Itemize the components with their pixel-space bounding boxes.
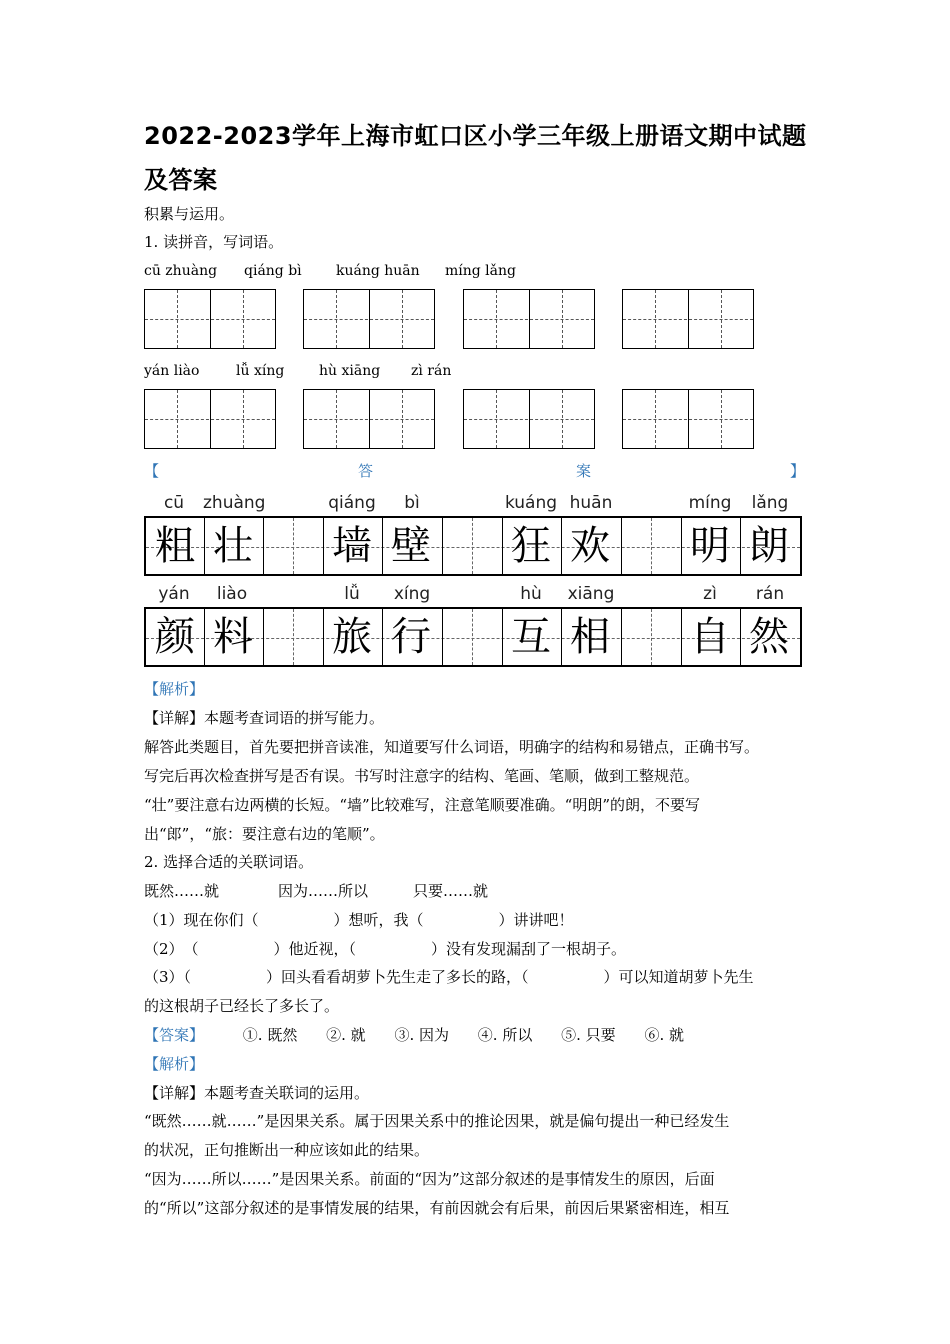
section-heading: 积累与运用。 <box>144 205 235 223</box>
pinyin-label: kuáng huān <box>336 263 420 279</box>
answer-item: ②. 就 <box>326 1026 366 1044</box>
answer-pinyin: lǎng <box>751 493 789 513</box>
answer-pinyin: qiáng <box>328 493 376 513</box>
pinyin-label: cū zhuàng <box>144 263 218 279</box>
writing-box[interactable] <box>303 389 435 449</box>
answer-grid-row-1 <box>144 516 802 576</box>
paragraph: “壮”要注意右边两横的长短。“墙”比较难写，注意笔顺要准确。“明朗”的朗，不要写 <box>144 796 701 814</box>
pinyin-label: míng lǎng <box>445 263 516 279</box>
question-2-prompt: 2. 选择合适的关联词语。 <box>144 853 314 871</box>
pinyin-label: qiáng bì <box>244 263 302 279</box>
answer-pinyin: yán <box>158 584 190 604</box>
option: 因为……所以 <box>278 882 369 900</box>
answer-pinyin: bì <box>404 493 420 513</box>
analysis-tag: 【解析】 <box>144 680 205 698</box>
paragraph: 解答此类题目，首先要把拼音读准，知道要写什么词语，明确字的结构和易错点，正确书写。 <box>144 738 760 756</box>
answer-row <box>144 1021 708 1050</box>
option: 既然……就 <box>144 882 220 900</box>
pinyin-label: yán liào <box>144 363 200 379</box>
answer-char: 墙 <box>332 523 372 569</box>
answer-pinyin: huān <box>569 493 613 513</box>
answer-item: ④. 所以 <box>477 1026 533 1044</box>
answer-pinyin: lǚ <box>344 584 360 604</box>
answer-char: 粗 <box>155 523 195 569</box>
question-1-prompt: 1. 读拼音，写词语。 <box>144 233 284 251</box>
answer-label-1: 答 <box>358 462 374 480</box>
answer-char: 壮 <box>213 523 253 569</box>
writing-box[interactable] <box>622 289 754 349</box>
document-title-line2: 及答案 <box>144 166 218 194</box>
paragraph: “既然……就……”是因果关系。属于因果关系中的推论因果，就是偏句提出一种已经发生 <box>144 1112 730 1130</box>
answer-item: ⑤. 只要 <box>561 1026 616 1044</box>
answer-char: 然 <box>749 614 789 660</box>
detail-line <box>144 704 384 733</box>
answer-label-2: 案 <box>576 462 592 480</box>
paragraph: “因为……所以……”是因果关系。前面的“因为”这部分叙述的是事情发生的原因，后面 <box>144 1170 715 1188</box>
answer-pinyin: cū <box>163 493 185 513</box>
answer-bracket-open: 【 <box>144 462 160 480</box>
answer-pinyin: rán <box>755 584 785 604</box>
answer-item: ③. 因为 <box>394 1026 449 1044</box>
answer-pinyin: xiāng <box>567 584 615 604</box>
paragraph: 的状况，正句推断出一种应该如此的结果。 <box>144 1141 430 1159</box>
answer-char: 自 <box>690 614 730 660</box>
analysis-tag: 【解析】 <box>144 1055 205 1073</box>
answer-char: 料 <box>213 614 253 660</box>
detail-tag: 【详解】 <box>144 709 205 727</box>
pinyin-label: hù xiāng <box>319 363 381 379</box>
answer-char: 壁 <box>391 523 431 569</box>
paragraph: 写完后再次检查拼写是否有误。书写时注意字的结构、笔画、笔顺，做到工整规范。 <box>144 767 700 785</box>
answer-char: 旅 <box>332 614 372 660</box>
pinyin-label: lǚ xíng <box>236 363 285 379</box>
writing-box[interactable] <box>622 389 754 449</box>
paragraph: 出“郎”，“旅：要注意右边的笔顺”。 <box>144 825 385 843</box>
answer-char: 狂 <box>511 523 551 569</box>
answer-char: 朗 <box>749 523 789 569</box>
answer-char: 互 <box>511 614 551 660</box>
answer-char: 相 <box>570 614 610 660</box>
answer-pinyin: zhuàng <box>203 493 266 513</box>
detail-tag: 【详解】 <box>144 1084 205 1102</box>
answer-bracket-close: 】 <box>790 462 806 480</box>
answer-char: 明 <box>690 523 730 569</box>
sentence-3-cont: 的这根胡子已经长了多长了。 <box>144 997 340 1015</box>
detail-line <box>144 1079 369 1108</box>
answer-pinyin: míng <box>688 493 732 513</box>
answer-item: ①. 既然 <box>242 1026 298 1044</box>
document-title-line1: 2022-2023学年上海市虹口区小学三年级上册语文期中试题 <box>144 122 807 150</box>
answer-pinyin: zì <box>703 584 717 604</box>
writing-box[interactable] <box>144 389 276 449</box>
pinyin-label: zì rán <box>411 363 452 379</box>
answer-item: ⑥. 就 <box>644 1026 684 1044</box>
answer-tag: 【答案】 <box>144 1026 205 1044</box>
sentence-1: （1）现在你们（ ）想听，我（ ）讲讲吧！ <box>144 911 574 929</box>
answer-pinyin: kuáng <box>504 493 558 513</box>
writing-box[interactable] <box>463 389 595 449</box>
paragraph: 的“所以”这部分叙述的是事情发展的结果，有前因就会有后果，前因后果紧密相连，相互 <box>144 1199 730 1217</box>
answer-char: 颜 <box>155 614 195 660</box>
answer-pinyin: liào <box>216 584 248 604</box>
answer-char: 行 <box>391 614 431 660</box>
writing-box[interactable] <box>303 289 435 349</box>
writing-box[interactable] <box>463 289 595 349</box>
writing-box[interactable] <box>144 289 276 349</box>
sentence-3: （3）（ ）回头看看胡萝卜先生走了多长的路，（ ）可以知道胡萝卜先生 <box>144 968 754 986</box>
sentence-2: （2） （ ）他近视，（ ）没有发现漏刮了一根胡子。 <box>144 940 627 958</box>
detail-text: 本题考查关联词的运用。 <box>204 1084 370 1102</box>
detail-text: 本题考查词语的拼写能力。 <box>204 709 385 727</box>
option: 只要……就 <box>413 882 489 900</box>
answer-grid-row-2 <box>144 607 802 667</box>
answer-pinyin: hù <box>520 584 542 604</box>
answer-char: 欢 <box>570 523 610 569</box>
answer-pinyin: xíng <box>393 584 431 604</box>
